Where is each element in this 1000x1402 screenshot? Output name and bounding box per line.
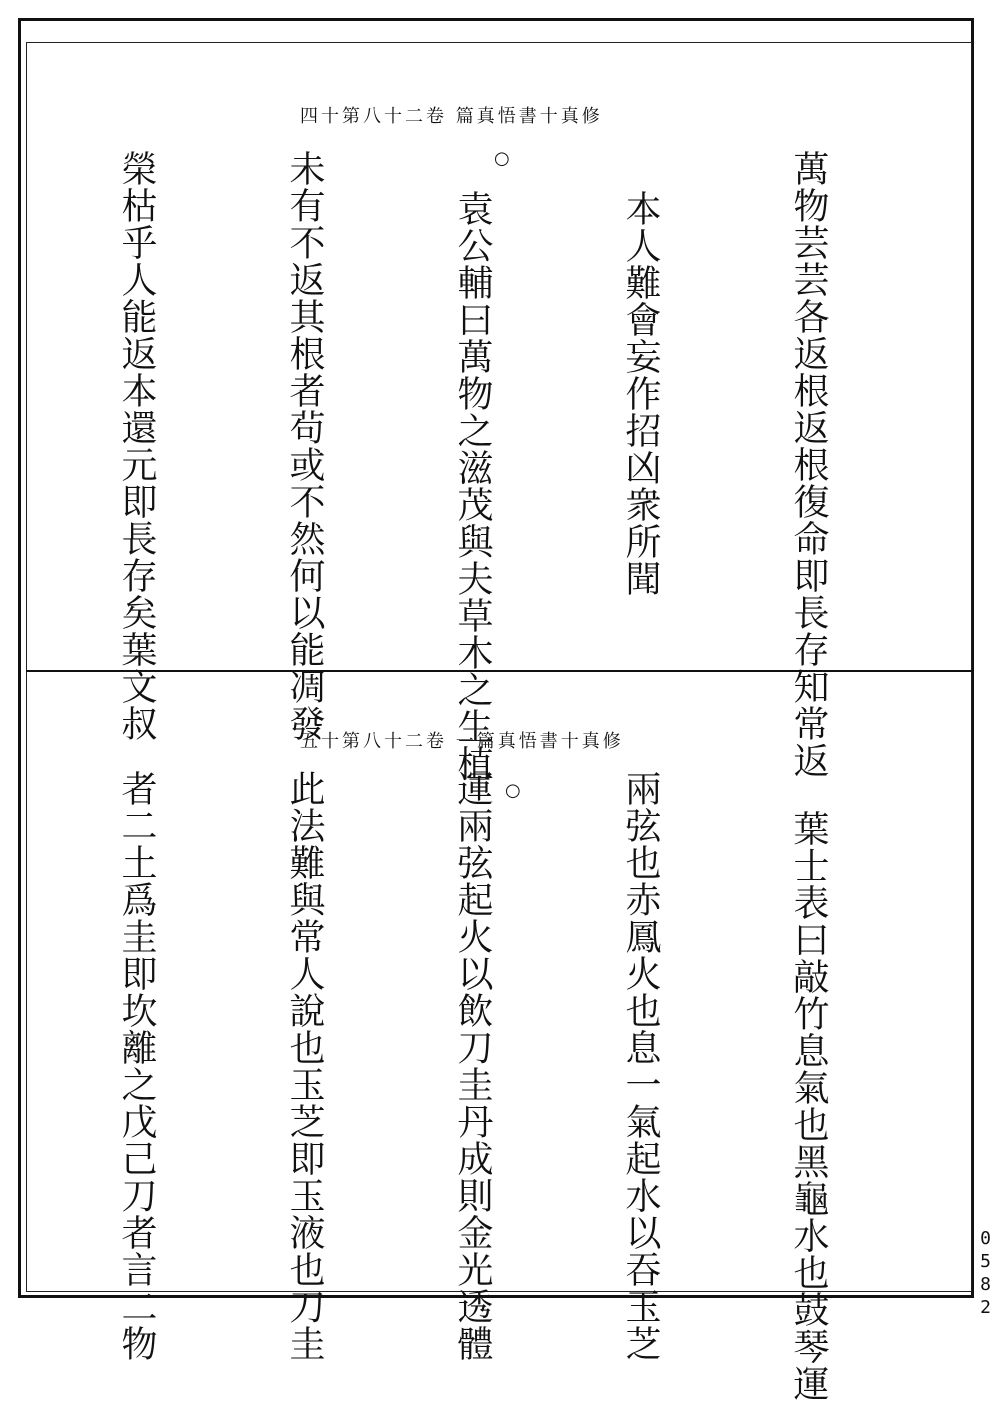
text-column: 兩弦也赤鳳火也息一氣起水以吞玉芝 [620, 770, 661, 1362]
circle-mark: ○ [494, 148, 510, 169]
top-page-header: 四十第八十二卷 篇真悟書十真修 [300, 106, 603, 127]
page-number: 0582 [975, 1228, 996, 1320]
bottom-page-header: 五十第八十二卷 一篇真悟書十真修 [300, 731, 624, 752]
text-column: 榮枯乎人能返本還元即長存矣葉文叔 [116, 150, 157, 742]
text-column: 本人難會妄作招凶衆所聞 [620, 190, 661, 597]
text-column: 運兩弦起火以飲刀圭丹成則金光透體 [452, 770, 493, 1362]
text-column: 未有不返其根者茍或不然何以能凋發 [284, 150, 325, 742]
text-column: 葉士表曰敲竹息氣也黑龜水也鼓琴運 [788, 810, 829, 1402]
text-column: 袁公輔曰萬物之滋茂與夫草木之生植 [452, 190, 493, 782]
circle-mark: ○ [505, 780, 521, 801]
text-column: 萬物芸芸各返根返根復命即長存知常返 [788, 150, 829, 779]
bottom-text-block [0, 770, 948, 1402]
text-column: 者二土爲圭即坎離之戊己刀者言二物 [116, 770, 157, 1362]
text-column: 此法難與常人說也玉芝即玉液也刀圭 [284, 770, 325, 1362]
